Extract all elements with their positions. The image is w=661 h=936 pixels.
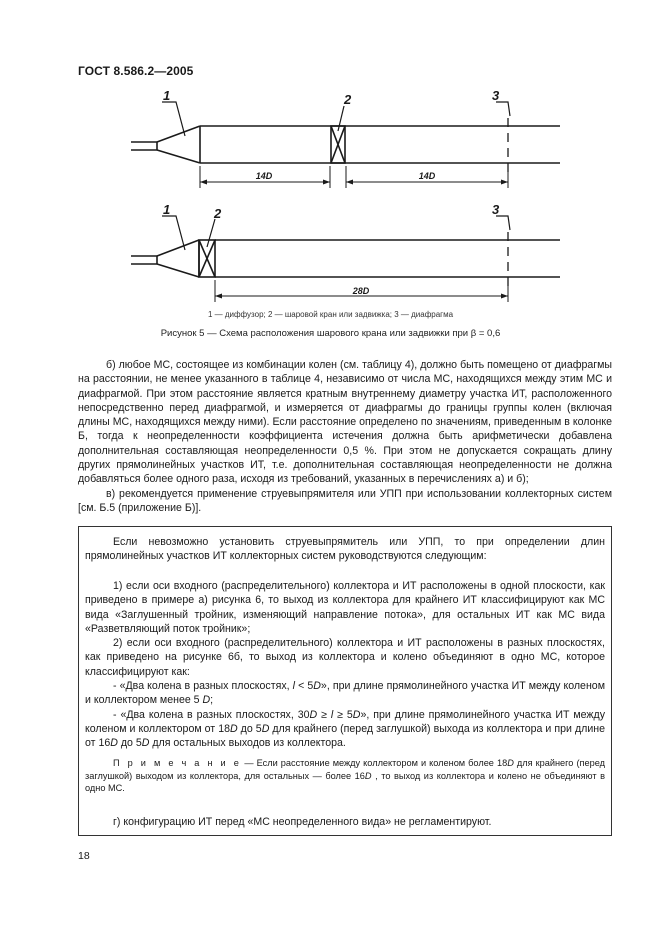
top-label-1: 1	[163, 88, 171, 103]
pipe-diagram	[0, 0, 661, 320]
box-dash-2: - «Два колена в разных плоскостях, 30D ≥ l ≥ 5D», при длине прямолинейного участка ИТ между коленом и коллектором от 18D до 5D для крайнего (перед заглушкой) выхода из коллектора и при длине от 16D до 5D для остальных выходов из коллектора.	[85, 708, 605, 750]
dim-28d: 28D	[352, 286, 370, 296]
top-label-2: 2	[344, 92, 352, 107]
paragraph-v: в) рекомендуется применение струевыпрямителя или УПП при использовании коллекторных систем [см. Б.5 (приложение Б)].	[78, 487, 612, 514]
dim-14d-right: 14D	[418, 171, 436, 181]
body-text	[78, 358, 612, 515]
figure-caption: Рисунок 5 — Схема расположения шарового крана или задвижки при β = 0,6	[160, 328, 501, 339]
box-dash-1: - «Два колена в разных плоскостях, l < 5D», при длине прямолинейного участка ИТ между коленом и коллектором менее 5 D;	[85, 680, 605, 707]
page-number: 18	[78, 850, 90, 862]
box-item-2: 2) если оси входного (распределительного) коллектора и ИТ расположены в разных плоскостях, как приведено на рисунке 6б, то выход из коллектора и колено объединяют в одно МС, которое классифицируют как:	[85, 637, 605, 678]
dim-14d-left: 14D	[255, 171, 273, 181]
box-intro: Если невозможно установить струевыпрямитель или УПП, то при определении длин прямолинейных участков ИТ коллекторных систем руководствуются следующим:	[85, 536, 605, 563]
paragraph-b: б) любое МС, состоящее из комбинации колен (см. таблицу 4), должно быть помещено от диафрагмы на расстоянии, не менее указанного в таблице 4, независимо от числа МС, находящихся между этим МС и диафрагмой. При этом расстояние является кратным внутреннему диаметру участка ИТ, расположенного непосредственно перед диафрагмой, и измеряется от диафрагмы до границы группы колен (включая длины МС, находящихся между ними). Если расстояние определено по значениям, приведенным в колонке Б, тогда к неопределенности коэффициента истечения должна быть арифметически добавлена дополнительная составляющая неопределенности 0,5 %. При этом не допускается сокращать длину других прямолинейных участков ИТ, т.е. дополнительная составляющая неопределенности не должна добавляться более одного раза, исходя из требований, указанных в перечислениях а) и б);	[78, 359, 612, 486]
top-label-3: 3	[492, 88, 500, 103]
bottom-label-3: 3	[492, 202, 500, 217]
document-header: ГОСТ 8.586.2—2005	[78, 64, 194, 78]
bottom-label-1: 1	[163, 202, 171, 217]
box-items	[85, 579, 605, 751]
framed-note-box	[78, 526, 612, 836]
box-note: П р и м е ч а н и е — Если расстояние между коллектором и коленом более 18D для крайнего (перед заглушкой) выходом из коллектора, для остальных — более 16D , то выход из коллектора и колено не объединяют в одно МС.	[85, 758, 605, 793]
box-item-1: 1) если оси входного (распределительного) коллектора и ИТ расположены в одной плоскости, как приведено в примере а) рисунка 6, то выход из коллектора для крайнего ИТ классифицируют как МС вида «Заглушенный тройник, изменяющий направление потока», для остальных ИТ как МС вида «Разветвляющий поток тройник»;	[85, 580, 605, 635]
figure-legend: 1 — диффузор; 2 — шаровой кран или задвижка; 3 — диафрагма	[207, 310, 454, 319]
bottom-label-2: 2	[214, 206, 222, 221]
box-item-g: г) конфигурацию ИТ перед «МС неопределенного вида» не регламентируют.	[113, 816, 492, 828]
